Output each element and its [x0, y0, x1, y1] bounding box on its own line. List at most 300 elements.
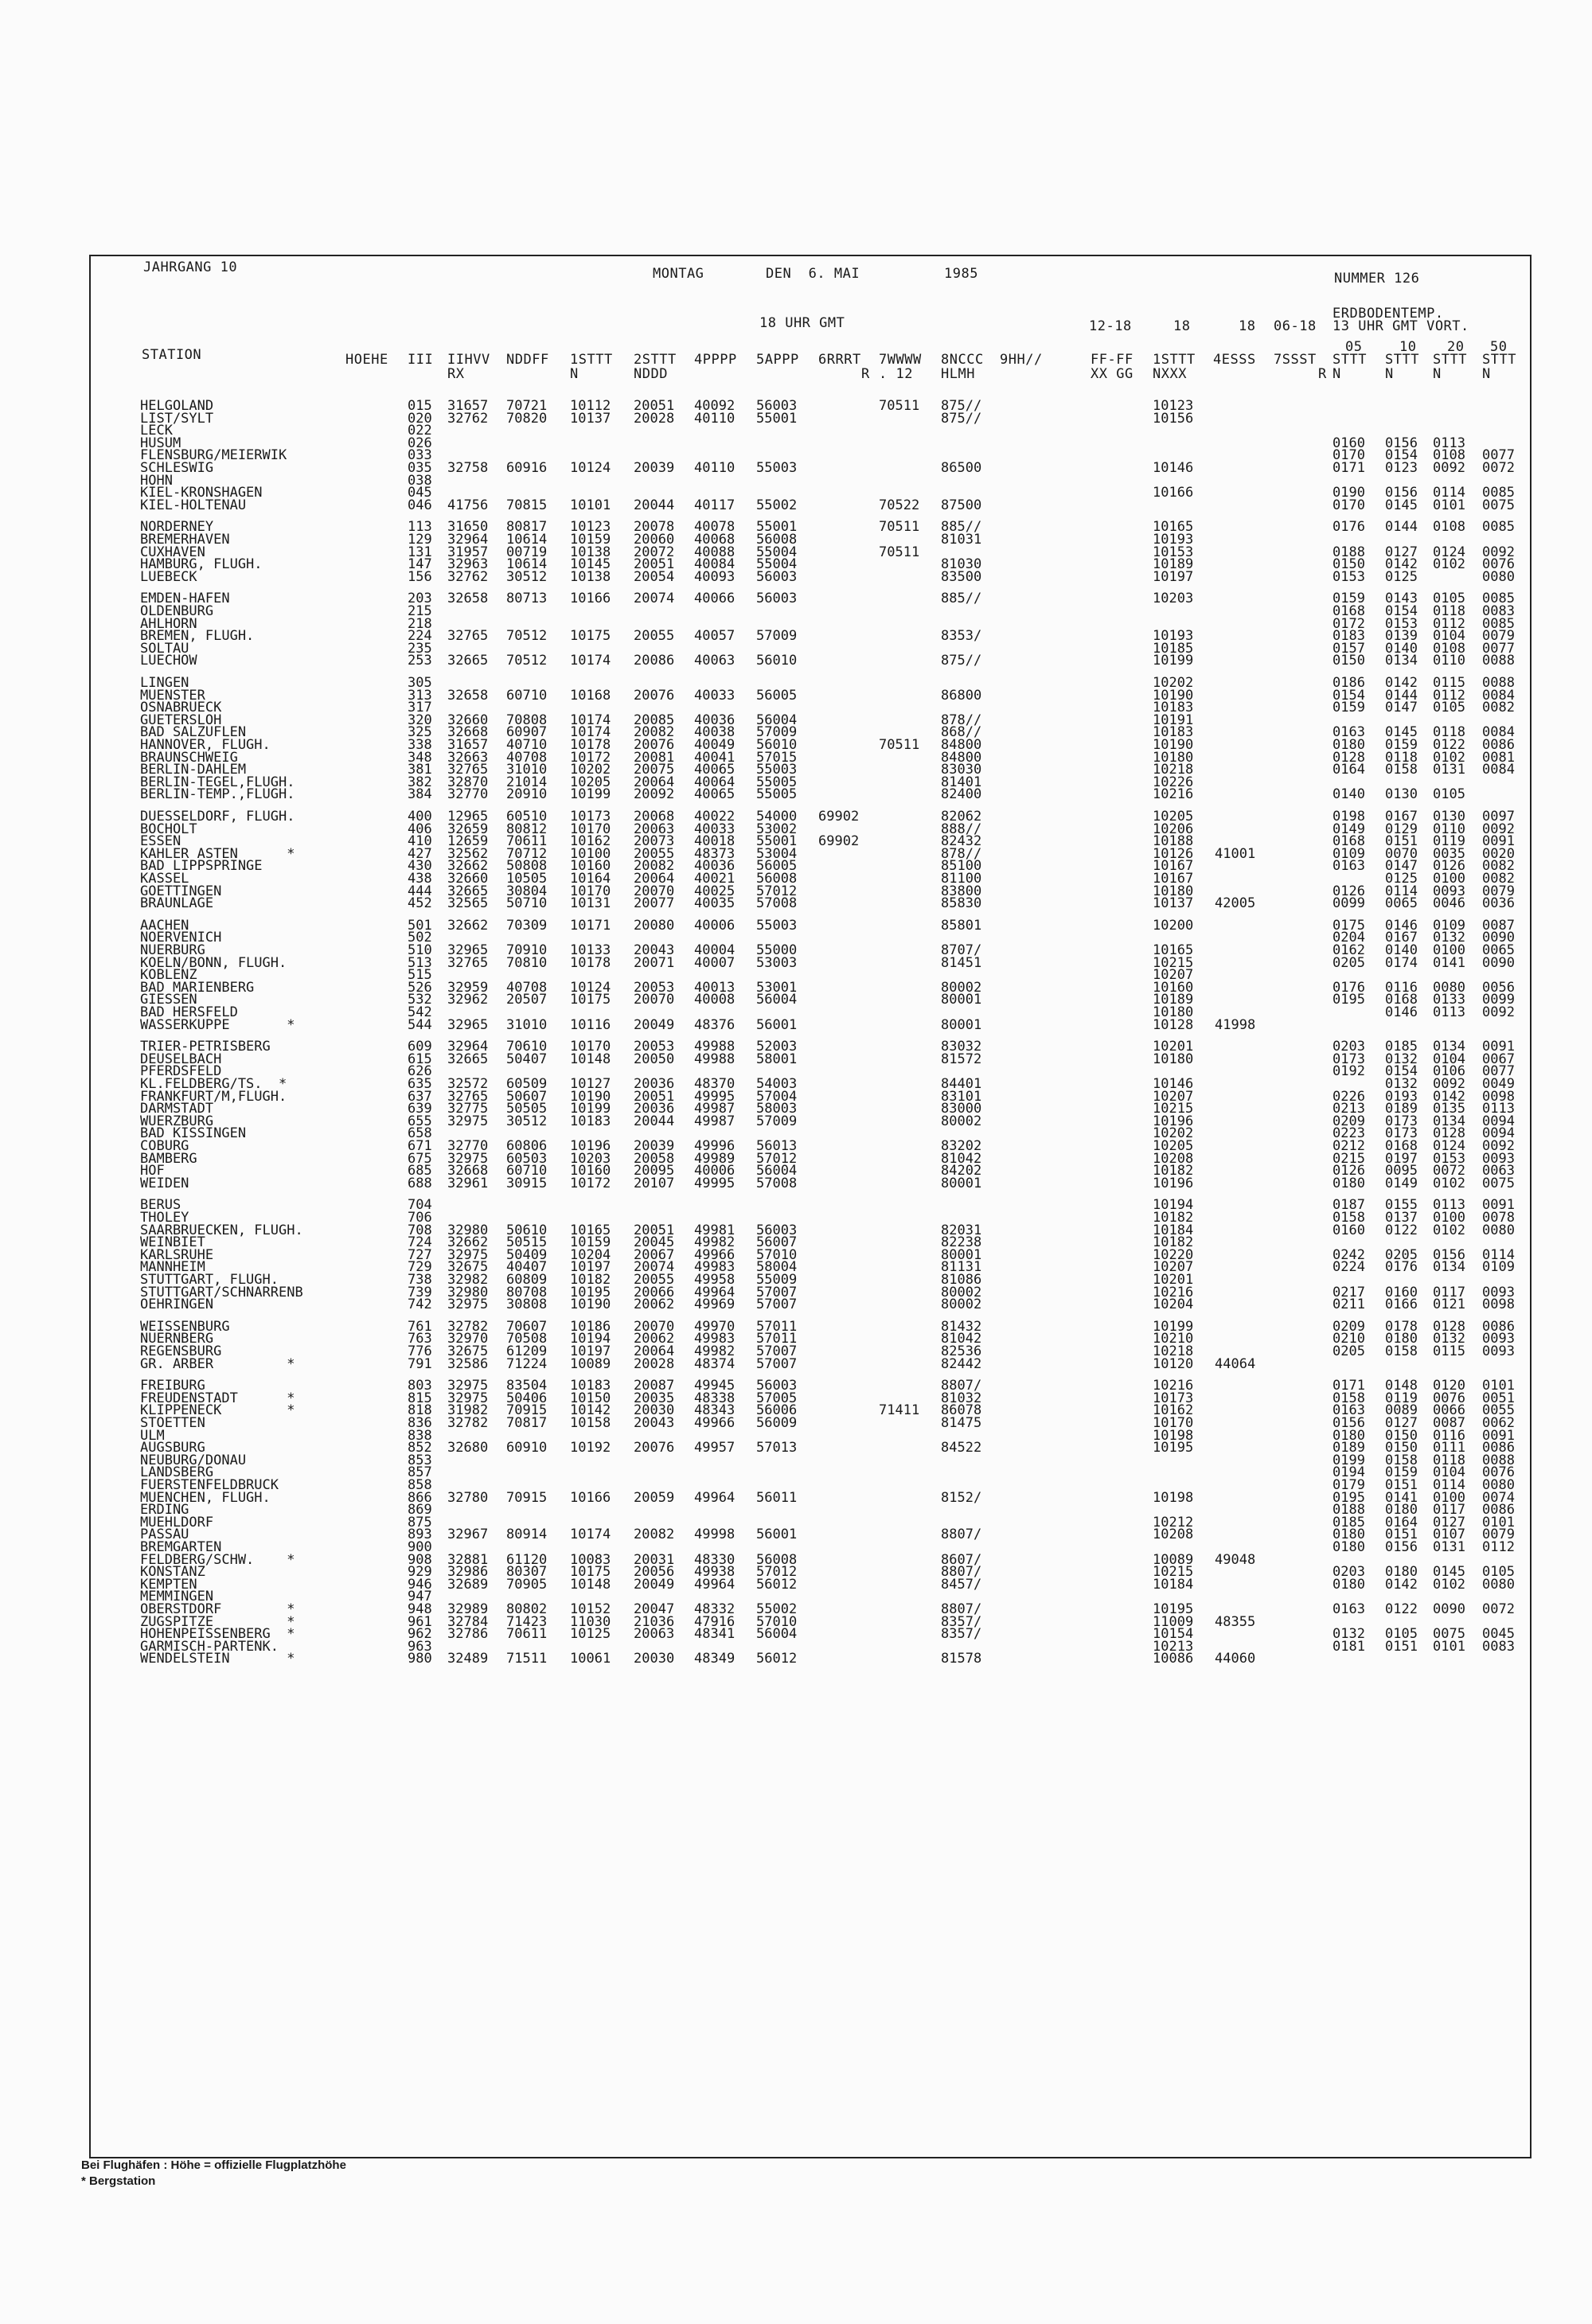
cell-e4: 0093	[1482, 1343, 1515, 1359]
cell-c: 10178	[570, 737, 611, 753]
cell-a: 32662	[447, 917, 489, 934]
cell-f: 55003	[756, 917, 798, 934]
cell-a: 32586	[447, 1355, 489, 1372]
cell-n: 83500	[941, 568, 982, 585]
cell-e: 48332	[694, 1601, 736, 1617]
cell-e: 40036	[694, 712, 736, 728]
col-xx-gg: XX GG	[1091, 366, 1134, 382]
cell-e4: 0112	[1482, 1539, 1515, 1555]
cell-i: 502	[408, 930, 432, 946]
cell-n: 888//	[941, 821, 982, 837]
station-name: WENDELSTEIN *	[140, 1651, 295, 1667]
cell-e2: 0142	[1385, 556, 1418, 573]
cell-f: 56007	[756, 1234, 798, 1251]
cell-e: 49982	[694, 1234, 736, 1251]
cell-n: 82238	[941, 1234, 982, 1251]
station-name: ESSEN	[140, 833, 181, 850]
cell-a: 32765	[447, 1088, 489, 1105]
cell-e2: 0156	[1385, 435, 1418, 451]
col-6rrrt-r: R	[861, 366, 870, 382]
station-name: BAD LIPPSPRINGE	[140, 858, 263, 875]
cell-e1: 0160	[1333, 1222, 1365, 1238]
cell-e1: 0187	[1333, 1197, 1365, 1214]
cell-e3: 0104	[1433, 628, 1465, 645]
cell-c: 10100	[570, 845, 611, 862]
cell-c: 10159	[570, 1234, 611, 1251]
cell-a: 32786	[447, 1626, 489, 1643]
cell-d: 20076	[634, 1440, 675, 1456]
cell-c: 10173	[570, 809, 611, 825]
cell-b: 60910	[506, 1440, 548, 1456]
cell-e4: 0084	[1482, 687, 1515, 704]
cell-d: 20059	[634, 1489, 675, 1506]
cell-e: 40038	[694, 724, 736, 741]
cell-i: 803	[408, 1378, 432, 1394]
cell-e: 49964	[694, 1284, 736, 1300]
cell-f: 54000	[756, 809, 798, 825]
cell-c: 10170	[570, 821, 611, 837]
cell-i: 929	[408, 1564, 432, 1581]
col-nddff: NDDFF	[506, 352, 549, 368]
cell-e4: 0088	[1482, 675, 1515, 691]
cell-e3: 0130	[1433, 809, 1465, 825]
footnote-mountain: * Bergstation	[81, 2174, 156, 2188]
cell-e2: 0173	[1385, 1125, 1418, 1142]
cell-e1: 0158	[1333, 1210, 1365, 1226]
cell-c: 10166	[570, 1489, 611, 1506]
cell-e1: 0159	[1333, 700, 1365, 716]
cell-e4: 0090	[1482, 954, 1515, 971]
cell-e4: 0101	[1482, 1514, 1515, 1530]
cell-i: 305	[408, 675, 432, 691]
cell-y: 10156	[1153, 410, 1194, 427]
cell-i: 704	[408, 1197, 432, 1214]
station-name: BREMEN, FLUGH.	[140, 628, 255, 645]
cell-n: 80001	[941, 1175, 982, 1191]
cell-y: 10154	[1153, 1626, 1194, 1643]
cell-e3: 0127	[1433, 1514, 1465, 1530]
cell-a: 32572	[447, 1076, 489, 1092]
cell-e3: 0134	[1433, 1113, 1465, 1129]
cell-e: 49995	[694, 1088, 736, 1105]
cell-e1: 0205	[1333, 954, 1365, 971]
cell-e1: 0189	[1333, 1440, 1365, 1456]
col-sttt-20: STTT	[1433, 352, 1467, 368]
station-name: WASSERKUPPE *	[140, 1016, 295, 1033]
cell-e4: 0105	[1482, 1564, 1515, 1581]
cell-f: 56003	[756, 591, 798, 607]
cell-a: 32967	[447, 1527, 489, 1543]
station-name: DEUSELBACH	[140, 1051, 222, 1067]
cell-e3: 0105	[1433, 591, 1465, 607]
cell-e4: 0079	[1482, 628, 1515, 645]
cell-e4: 0036	[1482, 895, 1515, 912]
cell-e: 40088	[694, 544, 736, 560]
cell-c: 10170	[570, 1039, 611, 1055]
cell-e: 49966	[694, 1246, 736, 1263]
cell-d: 20064	[634, 871, 675, 887]
cell-e: 47916	[694, 1613, 736, 1630]
cell-e4: 0087	[1482, 917, 1515, 934]
cell-y: 10207	[1153, 967, 1194, 984]
cell-a: 32975	[447, 1246, 489, 1263]
cell-e4: 0086	[1482, 1318, 1515, 1335]
station-name: MUENSTER	[140, 687, 205, 704]
cell-d: 20049	[634, 1016, 675, 1033]
col-sttt-10: STTT	[1385, 352, 1419, 368]
jahrgang: JAHRGANG 10	[143, 259, 238, 275]
cell-e3: 0066	[1433, 1402, 1465, 1419]
cell-c: 10175	[570, 628, 611, 645]
cell-n: 878//	[941, 712, 982, 728]
period-18a: 18	[1173, 318, 1191, 334]
station-name: HANNOVER, FLUGH.	[140, 737, 271, 753]
cell-c: 10138	[570, 568, 611, 585]
cell-n: 83030	[941, 762, 982, 778]
cell-f: 55009	[756, 1272, 798, 1288]
station-name: BRAUNLAGE	[140, 895, 214, 912]
cell-c: 10150	[570, 1390, 611, 1406]
cell-e: 40033	[694, 821, 736, 837]
cell-c: 10083	[570, 1551, 611, 1568]
cell-y: 10218	[1153, 762, 1194, 778]
cell-b: 80307	[506, 1564, 548, 1581]
station-name: AUGSBURG	[140, 1440, 205, 1456]
cell-e4: 0062	[1482, 1415, 1515, 1431]
cell-z: 49048	[1215, 1551, 1256, 1568]
station-name: HOHENPEISSENBERG *	[140, 1626, 295, 1643]
cell-i: 900	[408, 1539, 432, 1555]
cell-i: 869	[408, 1502, 432, 1519]
cell-e1: 0180	[1333, 1576, 1365, 1593]
cell-e2: 0178	[1385, 1318, 1418, 1335]
cell-n: 81100	[941, 871, 982, 887]
cell-e4: 0098	[1482, 1088, 1515, 1105]
cell-y: 10226	[1153, 774, 1194, 790]
station-name: LECK	[140, 423, 173, 439]
cell-b: 70915	[506, 1402, 548, 1419]
cell-b: 00719	[506, 544, 548, 560]
cell-y: 10204	[1153, 1297, 1194, 1313]
cell-n: 81401	[941, 774, 982, 790]
cell-b: 50515	[506, 1234, 548, 1251]
cell-i: 946	[408, 1576, 432, 1593]
cell-e3: 0134	[1433, 1039, 1465, 1055]
cell-c: 10183	[570, 1378, 611, 1394]
cell-e4: 0099	[1482, 992, 1515, 1008]
cell-e1: 0181	[1333, 1638, 1365, 1655]
cell-d: 20043	[634, 942, 675, 958]
cell-b: 71423	[506, 1613, 548, 1630]
cell-e2: 0168	[1385, 1138, 1418, 1154]
cell-e1: 0212	[1333, 1138, 1365, 1154]
cell-d: 20045	[634, 1234, 675, 1251]
cell-c: 10101	[570, 497, 611, 513]
cell-w: 71411	[879, 1402, 920, 1419]
cell-d: 20039	[634, 460, 675, 476]
cell-n: 8707/	[941, 942, 982, 958]
station-name: THOLEY	[140, 1210, 189, 1226]
station-name: NUERBURG	[140, 942, 205, 958]
station-name: ERDING	[140, 1502, 189, 1519]
cell-y: 10189	[1153, 992, 1194, 1008]
cell-c: 10183	[570, 1113, 611, 1129]
cell-b: 60809	[506, 1272, 548, 1288]
cell-b: 10614	[506, 556, 548, 573]
cell-e2: 0193	[1385, 1088, 1418, 1105]
cell-b: 80914	[506, 1527, 548, 1543]
cell-e: 49964	[694, 1489, 736, 1506]
cell-i: 035	[408, 460, 432, 476]
cell-b: 70810	[506, 954, 548, 971]
cell-e1: 0163	[1333, 858, 1365, 875]
cell-i: 253	[408, 653, 432, 669]
cell-i: 639	[408, 1101, 432, 1117]
cell-y: 10146	[1153, 460, 1194, 476]
cell-d: 20039	[634, 1138, 675, 1154]
cell-e4: 0051	[1482, 1390, 1515, 1406]
cell-i: 739	[408, 1284, 432, 1300]
cell-a: 32980	[447, 1284, 489, 1300]
station-name: HAMBURG, FLUGH.	[140, 556, 263, 573]
cell-n: 8807/	[941, 1527, 982, 1543]
col-ff-ff: FF-FF	[1091, 352, 1134, 368]
cell-a: 32758	[447, 460, 489, 476]
cell-e2: 0132	[1385, 1076, 1418, 1092]
cell-e4: 0078	[1482, 1210, 1515, 1226]
cell-f: 55004	[756, 544, 798, 560]
cell-e4: 0082	[1482, 700, 1515, 716]
cell-i: 026	[408, 435, 432, 451]
cell-c: 10175	[570, 992, 611, 1008]
cell-d: 20077	[634, 895, 675, 912]
cell-i: 908	[408, 1551, 432, 1568]
cell-f: 57007	[756, 1297, 798, 1313]
cell-b: 40708	[506, 979, 548, 996]
cell-n: 85100	[941, 858, 982, 875]
cell-e1: 0170	[1333, 497, 1365, 513]
station-name: TRIER-PETRISBERG	[140, 1039, 271, 1055]
station-name: NEUBURG/DONAU	[140, 1452, 247, 1468]
cell-e4: 0076	[1482, 1464, 1515, 1481]
cell-a: 32975	[447, 1150, 489, 1167]
cell-e1: 0175	[1333, 917, 1365, 934]
station-name: FRANKFURT/M,FLUGH.	[140, 1088, 287, 1105]
cell-c: 10171	[570, 917, 611, 934]
station-name: BAD HERSFELD	[140, 1004, 238, 1020]
cell-c: 10158	[570, 1415, 611, 1431]
cell-f: 55001	[756, 833, 798, 850]
cell-g: 69902	[818, 809, 860, 825]
cell-b: 30804	[506, 883, 548, 899]
cell-n: 8807/	[941, 1601, 982, 1617]
cell-n: 81031	[941, 532, 982, 548]
cell-y: 10184	[1153, 1576, 1194, 1593]
cell-e: 49987	[694, 1113, 736, 1129]
cell-e3: 0113	[1433, 1004, 1465, 1020]
cell-b: 50409	[506, 1246, 548, 1263]
cell-e2: 0180	[1385, 1564, 1418, 1581]
cell-n: 8357/	[941, 1613, 982, 1630]
cell-e2: 0185	[1385, 1039, 1418, 1055]
cell-i: 893	[408, 1527, 432, 1543]
cell-e2: 0122	[1385, 1222, 1418, 1238]
cell-c: 10174	[570, 712, 611, 728]
cell-e: 40006	[694, 1163, 736, 1180]
cell-d: 20047	[634, 1601, 675, 1617]
station-name: KASSEL	[140, 871, 189, 887]
cell-e3: 0121	[1433, 1297, 1465, 1313]
cell-n: 81131	[941, 1259, 982, 1276]
cell-e1: 0163	[1333, 724, 1365, 741]
cell-a: 32765	[447, 628, 489, 645]
cell-e3: 0108	[1433, 519, 1465, 536]
station-name: HUSUM	[140, 435, 181, 451]
cell-n: 86078	[941, 1402, 982, 1419]
cell-n: 8357/	[941, 1626, 982, 1643]
cell-e2: 0158	[1385, 1452, 1418, 1468]
cell-e2: 0132	[1385, 1051, 1418, 1067]
cell-c: 10124	[570, 979, 611, 996]
cell-d: 20053	[634, 1039, 675, 1055]
cell-a: 32982	[447, 1272, 489, 1288]
cell-e1: 0168	[1333, 603, 1365, 619]
cell-d: 20072	[634, 544, 675, 560]
cell-e3: 0131	[1433, 1539, 1465, 1555]
cell-e1: 0128	[1333, 749, 1365, 766]
cell-f: 55003	[756, 762, 798, 778]
cell-d: 20068	[634, 809, 675, 825]
cell-e2: 0160	[1385, 1284, 1418, 1300]
cell-e4: 0086	[1482, 1502, 1515, 1519]
cell-y: 10167	[1153, 858, 1194, 875]
cell-f: 57009	[756, 1113, 798, 1129]
erdboden-label: ERDBODENTEMP.	[1333, 306, 1444, 322]
cell-b: 70910	[506, 942, 548, 958]
cell-e2: 0148	[1385, 1378, 1418, 1394]
cell-e2: 0140	[1385, 942, 1418, 958]
cell-f: 56010	[756, 653, 798, 669]
cell-b: 31010	[506, 1016, 548, 1033]
cell-e2: 0144	[1385, 687, 1418, 704]
cell-y: 10220	[1153, 1246, 1194, 1263]
cell-d: 20070	[634, 883, 675, 899]
cell-e1: 0190	[1333, 485, 1365, 501]
cell-i: 708	[408, 1222, 432, 1238]
cell-y: 10198	[1153, 1427, 1194, 1444]
cell-z: 44060	[1215, 1651, 1256, 1667]
col-7ssst-r: R	[1318, 366, 1327, 382]
cell-e: 40066	[694, 591, 736, 607]
cell-n: 8152/	[941, 1489, 982, 1506]
cell-e1: 0203	[1333, 1039, 1365, 1055]
cell-e3: 0072	[1433, 1163, 1465, 1180]
cell-d: 20067	[634, 1246, 675, 1263]
cell-f: 54003	[756, 1076, 798, 1092]
cell-e2: 0176	[1385, 1259, 1418, 1276]
cell-y: 10208	[1153, 1150, 1194, 1167]
station-name: BAD SALZUFLEN	[140, 724, 247, 741]
cell-e3: 0115	[1433, 1343, 1465, 1359]
cell-n: 84800	[941, 749, 982, 766]
cell-i: 658	[408, 1125, 432, 1142]
cell-e3: 0118	[1433, 724, 1465, 741]
cell-e2: 0151	[1385, 833, 1418, 850]
cell-y: 10126	[1153, 845, 1194, 862]
cell-e3: 0102	[1433, 1222, 1465, 1238]
cell-e1: 0140	[1333, 786, 1365, 803]
cell-z: 48355	[1215, 1613, 1256, 1630]
cell-e: 49938	[694, 1564, 736, 1581]
cell-e3: 0116	[1433, 1427, 1465, 1444]
cell-f: 55001	[756, 519, 798, 536]
cell-e2: 0147	[1385, 700, 1418, 716]
cell-f: 56004	[756, 712, 798, 728]
cell-a: 32775	[447, 1101, 489, 1117]
cell-e4: 0093	[1482, 1331, 1515, 1347]
cell-i: 430	[408, 858, 432, 875]
cell-a: 32965	[447, 1016, 489, 1033]
cell-e1: 0164	[1333, 762, 1365, 778]
cell-y: 10180	[1153, 1004, 1194, 1020]
cell-e2: 0129	[1385, 821, 1418, 837]
cell-c: 10194	[570, 1331, 611, 1347]
cell-d: 20082	[634, 858, 675, 875]
cell-b: 20507	[506, 992, 548, 1008]
cell-y: 10200	[1153, 917, 1194, 934]
station-name: FELDBERG/SCHW. *	[140, 1551, 295, 1568]
cell-f: 57007	[756, 1343, 798, 1359]
cell-c: 10123	[570, 519, 611, 536]
cell-d: 20064	[634, 1343, 675, 1359]
cell-e3: 0100	[1433, 871, 1465, 887]
cell-e1: 0156	[1333, 1415, 1365, 1431]
cell-b: 80708	[506, 1284, 548, 1300]
cell-b: 70512	[506, 653, 548, 669]
cell-e2: 0142	[1385, 1576, 1418, 1593]
station-name: KIEL-HOLTENAU	[140, 497, 247, 513]
depth-05: 05	[1345, 339, 1363, 355]
cell-c: 10174	[570, 1527, 611, 1543]
cell-e3: 0131	[1433, 762, 1465, 778]
cell-e2: 0156	[1385, 1539, 1418, 1555]
cell-e: 40093	[694, 568, 736, 585]
cell-e1: 0205	[1333, 1343, 1365, 1359]
cell-y: 10215	[1153, 1564, 1194, 1581]
cell-c: 10159	[570, 532, 611, 548]
cell-f: 57013	[756, 1440, 798, 1456]
cell-n: 8607/	[941, 1551, 982, 1568]
cell-y: 10194	[1153, 1197, 1194, 1214]
cell-d: 20054	[634, 568, 675, 585]
cell-c: 10199	[570, 1101, 611, 1117]
col-n-50: N	[1482, 366, 1491, 382]
cell-f: 58004	[756, 1259, 798, 1276]
cell-e4: 0097	[1482, 809, 1515, 825]
cell-i: 382	[408, 774, 432, 790]
cell-y: 10170	[1153, 1415, 1194, 1431]
cell-i: 763	[408, 1331, 432, 1347]
cell-d: 20078	[634, 519, 675, 536]
cell-n: 83101	[941, 1088, 982, 1105]
cell-i: 544	[408, 1016, 432, 1033]
cell-e3: 0107	[1433, 1527, 1465, 1543]
station-name: GOETTINGEN	[140, 883, 222, 899]
cell-d: 20092	[634, 786, 675, 803]
col-iii: III	[408, 352, 434, 368]
station-name: BOCHOLT	[140, 821, 197, 837]
cell-y: 10188	[1153, 833, 1194, 850]
